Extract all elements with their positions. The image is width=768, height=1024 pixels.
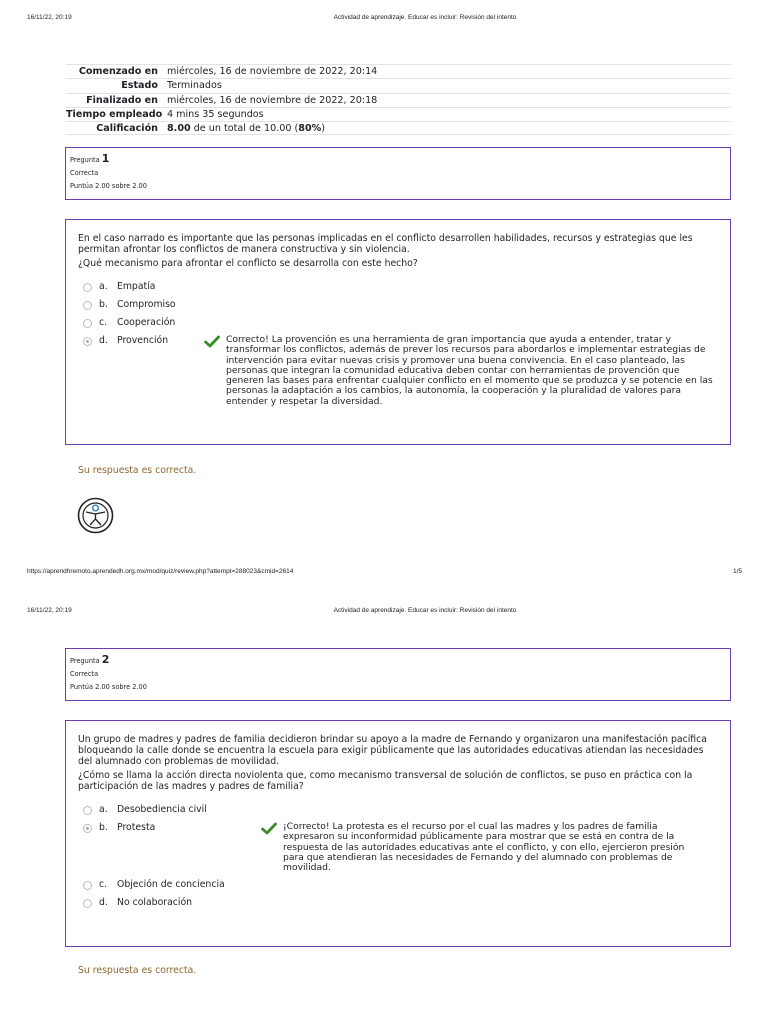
grade-percent: 80% bbox=[298, 123, 322, 135]
radio-button[interactable] bbox=[83, 806, 92, 815]
question-mark: Puntúa 2.00 sobre 2.00 bbox=[70, 182, 147, 190]
question-1-info bbox=[65, 147, 731, 200]
print-header bbox=[0, 14, 768, 26]
print-page-number: 1/5 bbox=[732, 568, 742, 575]
accessibility-logo-icon[interactable] bbox=[77, 497, 114, 534]
answer-option-d[interactable]: d. No colaboración bbox=[78, 897, 718, 915]
print-datetime: 16/11/22, 20:19 bbox=[27, 607, 72, 614]
answer-option-a[interactable]: a. Desobediencia civil bbox=[78, 804, 718, 822]
radio-button[interactable] bbox=[83, 319, 92, 328]
question-number: Pregunta 1 bbox=[70, 152, 110, 165]
print-header-page-2 bbox=[0, 607, 768, 619]
question-prompt: ¿Qué mecanismo para afrontar el conflicto se desarrolla con este hecho? bbox=[78, 258, 418, 269]
radio-button[interactable] bbox=[83, 283, 92, 292]
summary-row-finished: Finalizado en miércoles, 16 de noviembre de 2022, 20:18 bbox=[66, 93, 731, 107]
question-2-info bbox=[65, 648, 731, 701]
check-icon bbox=[261, 822, 279, 836]
answer-option-a[interactable]: a. Empatía bbox=[78, 281, 718, 299]
radio-button[interactable] bbox=[83, 301, 92, 310]
question-text: En el caso narrado es importante que las personas implicadas en el conflicto desarrollen habilidades, recursos y estrategias que les permitan afrontar los conflictos de manera constructiva y sin violencia. bbox=[78, 233, 693, 255]
radio-button[interactable] bbox=[83, 899, 92, 908]
print-footer bbox=[0, 568, 768, 580]
check-icon bbox=[204, 335, 222, 349]
print-doc-title: Actividad de aprendizaje. Educar es incluir: Revisión del intento bbox=[333, 607, 517, 614]
radio-button-selected[interactable] bbox=[83, 824, 92, 833]
radio-button-selected[interactable] bbox=[83, 337, 92, 346]
answer-option-b[interactable]: b. Compromiso bbox=[78, 299, 718, 317]
question-state: Correcta bbox=[70, 169, 99, 177]
question-state: Correcta bbox=[70, 670, 99, 678]
answer-feedback: ¡Correcto! La protesta es el recurso por el cual las madres y los padres de familia expresaron su inconformidad públicamente para mostrar que se está en contra de la respuesta de las autoridades educativas ante el conflicto, y con ello, ejercieron presión para que atendieran las necesidades de Fernando y del alumnado con problemas de movilidad. bbox=[283, 821, 685, 874]
question-prompt: ¿Cómo se llama la acción directa noviolenta que, como mecanismo transversal de solución de conflictos, se puso en práctica con la participación de las madres y padres de familia? bbox=[78, 770, 693, 792]
answer-list bbox=[78, 804, 718, 915]
question-mark: Puntúa 2.00 sobre 2.00 bbox=[70, 683, 147, 691]
answer-feedback: Correcto! La provención es una herramienta de gran importancia que ayuda a entender, tratar y transformar los conflictos, además de prever los recursos para abordarlos e implementar estrategias de intervención para evitar nuevas crisis y promover una buena convivencia. En el caso planteado, las personas que integran la comunidad educativa deben contar con herramientas de provención que generen las bases para enfrentar cualquier conflicto en el momento que se produzca y se potencie en las personas la adaptación a los cambios, la autonomía, la cooperación y la pluralidad de valores para entender y respetar la diversidad. bbox=[226, 334, 713, 407]
summary-row-started: Comenzado en miércoles, 16 de noviembre de 2022, 20:14 bbox=[66, 64, 731, 78]
grade-value: 8.00 bbox=[167, 123, 191, 135]
summary-row-state: Estado Terminados bbox=[66, 78, 731, 92]
print-doc-title: Actividad de aprendizaje. Educar es incluir: Revisión del intento bbox=[333, 14, 517, 21]
question-number: Pregunta 2 bbox=[70, 653, 110, 666]
result-message: Su respuesta es correcta. bbox=[78, 465, 197, 476]
print-url: https://aprendhremoto.aprendedh.org.mx/mod/quiz/review.php?attempt=288023&cmid=2614 bbox=[27, 568, 294, 575]
answer-option-c[interactable]: c. Objeción de conciencia bbox=[78, 879, 718, 897]
question-text: Un grupo de madres y padres de familia decidieron brindar su apoyo a la madre de Fernando y organizaron una manifestación pacífica bloqueando la calle donde se encuentra la escuela para exigir públicamente que las autoridades educativas atiendan las necesidades del alumnado con problemas de movilidad. bbox=[78, 734, 707, 767]
question-2-content bbox=[65, 720, 731, 947]
answer-list bbox=[78, 281, 718, 407]
summary-row-grade: Calificación 8.00 de un total de 10.00 (80%) bbox=[66, 121, 731, 135]
answer-option-c[interactable]: c. Cooperación bbox=[78, 317, 718, 335]
question-1-content bbox=[65, 219, 731, 445]
print-datetime: 16/11/22, 20:19 bbox=[27, 14, 72, 21]
radio-button[interactable] bbox=[83, 881, 92, 890]
summary-row-time: Tiempo empleado 4 mins 35 segundos bbox=[66, 107, 731, 121]
answer-option-b[interactable]: b. Protesta ¡Correcto! La protesta es el recurso por el cual las madres y los padres de familia expresaron su inconformidad públicamente para mostrar que se está en contra de la respuesta de las autoridades educativas ante el conflicto, y con ello, ejercieron presión para que atendieran las necesidades de Fernando y del alumnado con problemas de movilidad. bbox=[78, 822, 718, 873]
answer-option-d[interactable]: d. Provención Correcto! La provención es una herramienta de gran importancia que ayuda a entender, tratar y transformar los conflictos, además de prever los recursos para abordarlos e implementar estrategias de intervención para evitar nuevas crisis y promover una buena convivencia. En el caso planteado, las personas que integran la comunidad educativa deben contar con herramientas de provención que generen las bases para enfrentar cualquier conflicto en el momento que se produzca y se potencie en las personas la adaptación a los cambios, la autonomía, la cooperación y la pluralidad de valores para entender y respetar la diversidad. bbox=[78, 335, 718, 407]
result-message: Su respuesta es correcta. bbox=[78, 965, 197, 976]
attempt-summary-table bbox=[66, 64, 731, 135]
